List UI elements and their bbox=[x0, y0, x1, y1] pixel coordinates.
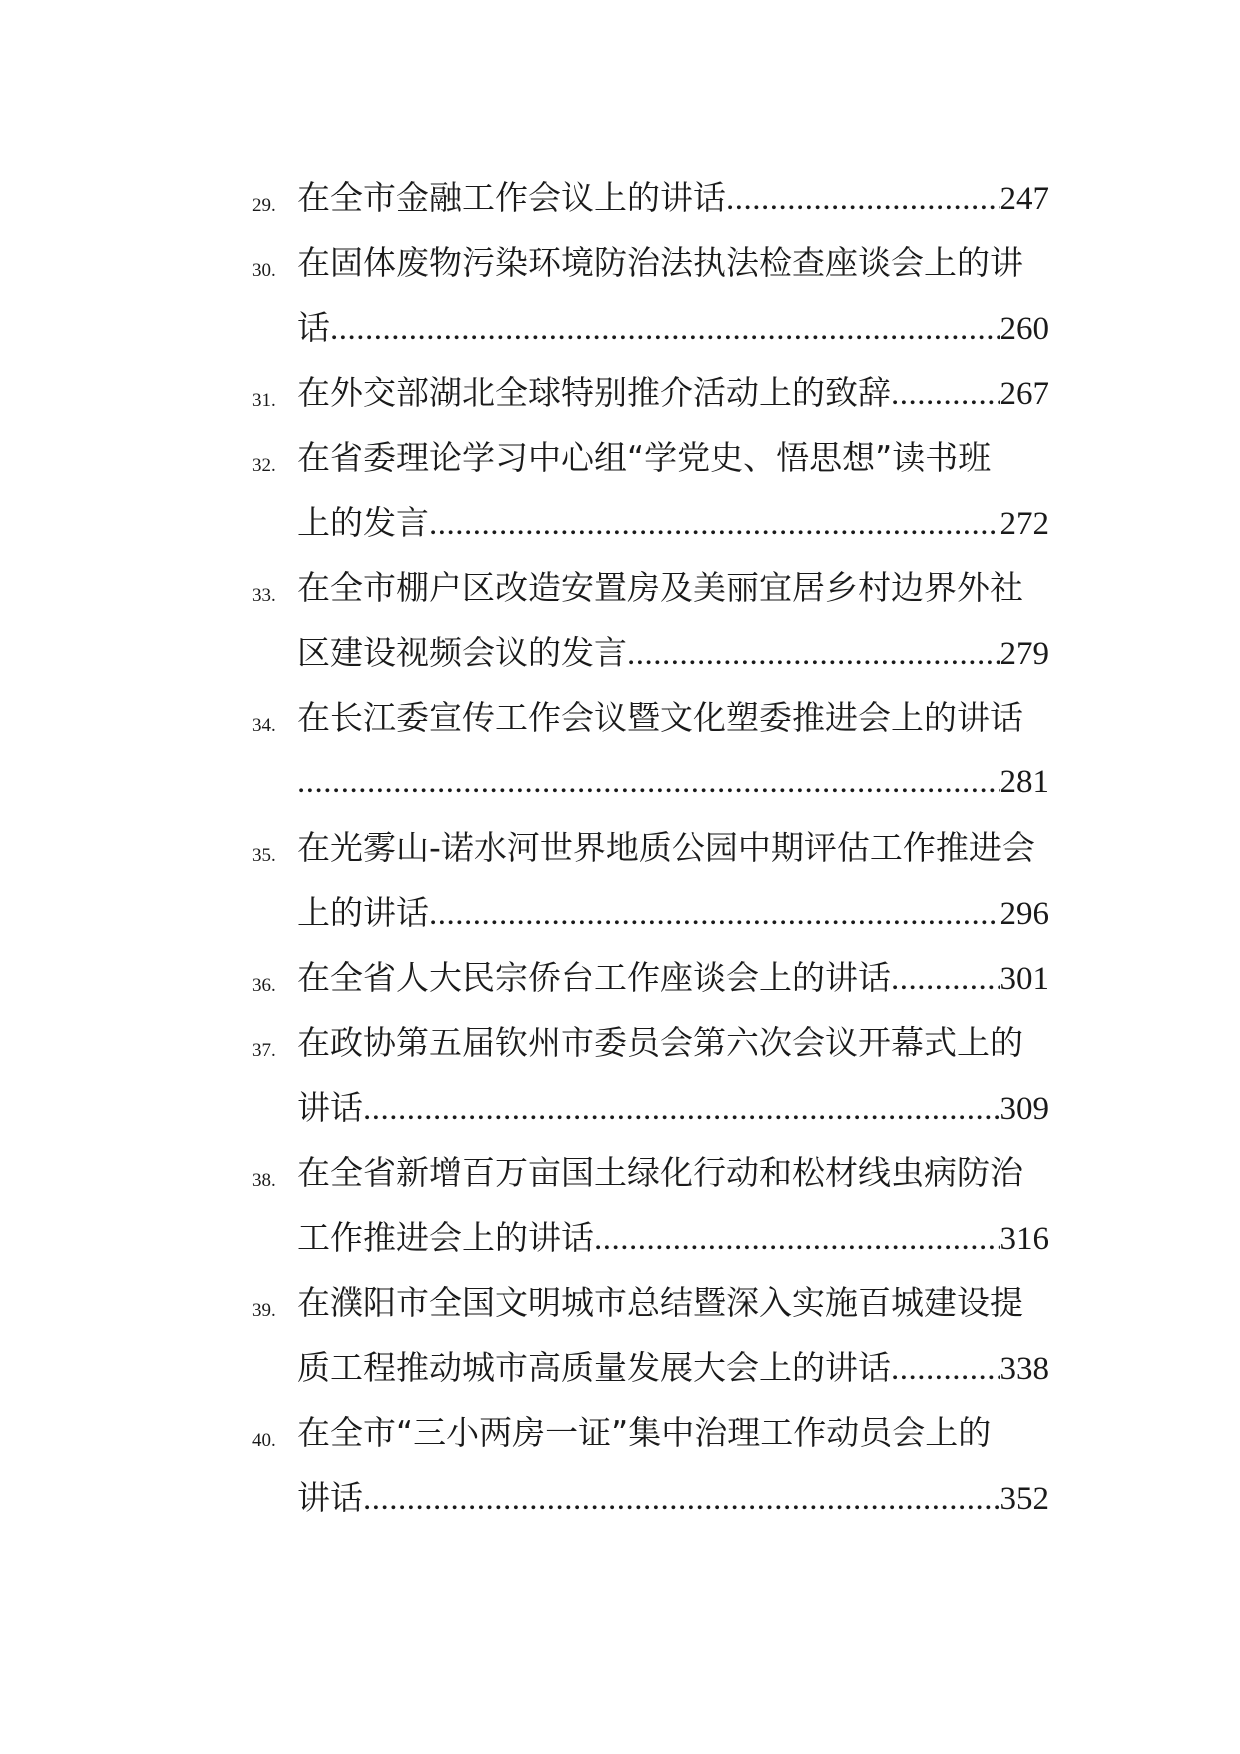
toc-entry-page-number: 338 bbox=[999, 1351, 1049, 1387]
toc-entry-title: 讲话 bbox=[297, 1088, 363, 1127]
toc-entry-number: 32. bbox=[252, 455, 276, 476]
toc-entry-line bbox=[297, 1205, 1049, 1270]
toc-entry-line bbox=[297, 620, 1049, 685]
toc-entry-title: 在外交部湖北全球特别推介活动上的致辞 bbox=[297, 373, 891, 412]
dot-leader bbox=[891, 362, 1000, 425]
toc-entry-line bbox=[297, 1335, 1049, 1400]
dot-leader bbox=[429, 882, 1000, 945]
toc-entry-line bbox=[297, 945, 1049, 1010]
toc-entry-line bbox=[297, 1400, 1049, 1465]
toc-entry-title: 区建设视频会议的发言 bbox=[297, 633, 627, 672]
toc-entry-page-number: 267 bbox=[999, 376, 1049, 412]
toc-entry[interactable] bbox=[0, 360, 1240, 425]
toc-entry[interactable] bbox=[0, 1270, 1240, 1400]
toc-entry[interactable] bbox=[0, 685, 1240, 815]
toc-entry-page-number: 309 bbox=[999, 1091, 1049, 1127]
toc-entry[interactable] bbox=[0, 165, 1240, 230]
toc-entry-line bbox=[297, 880, 1049, 945]
toc-entry-title: 在全省人大民宗侨台工作座谈会上的讲话 bbox=[297, 958, 891, 997]
toc-entry-page-number: 281 bbox=[999, 764, 1049, 800]
toc-entry-line bbox=[297, 815, 1049, 880]
toc-entry-title: 上的讲话 bbox=[297, 893, 429, 932]
toc-entry-page-number: 247 bbox=[999, 181, 1049, 217]
toc-entry-page-number: 296 bbox=[999, 896, 1049, 932]
toc-entry[interactable] bbox=[0, 230, 1240, 360]
toc-entry-number: 40. bbox=[252, 1430, 276, 1451]
toc-entry-number: 38. bbox=[252, 1170, 276, 1191]
toc-entry-line bbox=[297, 295, 1049, 360]
toc-entry-line bbox=[297, 425, 1049, 490]
toc-entry-page-number: 352 bbox=[999, 1481, 1049, 1517]
dot-leader bbox=[363, 1467, 1000, 1530]
toc-entry-title: 在全市“三小两房一证”集中治理工作动员会上的 bbox=[297, 1413, 992, 1452]
dot-leader bbox=[891, 947, 1000, 1010]
dot-leader bbox=[627, 622, 1000, 685]
toc-entry-line bbox=[297, 1270, 1049, 1335]
dot-leader bbox=[891, 1337, 1000, 1400]
toc-entry-title: 在固体废物污染环境防治法执法检查座谈会上的讲 bbox=[297, 243, 1023, 282]
toc-entry-page-number: 316 bbox=[999, 1221, 1049, 1257]
toc-entry-title: 在全市金融工作会议上的讲话 bbox=[297, 178, 726, 217]
toc-entry-number: 34. bbox=[252, 715, 276, 736]
toc-entry-number: 31. bbox=[252, 390, 276, 411]
toc-entry-line bbox=[297, 1465, 1049, 1530]
toc-entry-title: 在全省新增百万亩国土绿化行动和松材线虫病防治 bbox=[297, 1153, 1023, 1192]
dot-leader bbox=[297, 750, 1000, 815]
toc-entry-page-number: 279 bbox=[999, 636, 1049, 672]
toc-entry-page-number: 260 bbox=[999, 311, 1049, 347]
dot-leader bbox=[330, 297, 1000, 360]
toc-entry-line bbox=[297, 490, 1049, 555]
toc-entry[interactable] bbox=[0, 815, 1240, 945]
toc-entry-title: 在政协第五届钦州市委员会第六次会议开幕式上的 bbox=[297, 1023, 1023, 1062]
toc-entry-line bbox=[297, 1010, 1049, 1075]
toc-entry-number: 36. bbox=[252, 975, 276, 996]
toc-entry-number: 37. bbox=[252, 1040, 276, 1061]
toc-entry-title: 在全市棚户区改造安置房及美丽宜居乡村边界外社 bbox=[297, 568, 1023, 607]
toc-entry-line bbox=[297, 230, 1049, 295]
toc-entry-line bbox=[297, 165, 1049, 230]
toc-entry-title: 在长江委宣传工作会议暨文化塑委推进会上的讲话 bbox=[297, 698, 1023, 737]
toc-entry-number: 29. bbox=[252, 195, 276, 216]
toc-entry[interactable] bbox=[0, 1400, 1240, 1530]
toc-entry-page-number: 272 bbox=[999, 506, 1049, 542]
toc-entry-title: 工作推进会上的讲话 bbox=[297, 1218, 594, 1257]
toc-entry[interactable] bbox=[0, 945, 1240, 1010]
dot-leader bbox=[594, 1207, 1000, 1270]
toc-entry-line bbox=[297, 360, 1049, 425]
toc-entry-title: 上的发言 bbox=[297, 503, 429, 542]
toc-entry-title: 在光雾山-诺水河世界地质公园中期评估工作推进会 bbox=[297, 828, 1035, 867]
toc-entry[interactable] bbox=[0, 425, 1240, 555]
toc-entry[interactable] bbox=[0, 1140, 1240, 1270]
toc-entry-number: 35. bbox=[252, 845, 276, 866]
toc-entry-title: 话 bbox=[297, 308, 330, 347]
toc-entry-line bbox=[297, 555, 1049, 620]
dot-leader bbox=[429, 492, 1000, 555]
toc-entry-title: 在濮阳市全国文明城市总结暨深入实施百城建设提 bbox=[297, 1283, 1023, 1322]
toc-entry-line bbox=[297, 1140, 1049, 1205]
toc-entry-page-number: 301 bbox=[999, 961, 1049, 997]
table-of-contents bbox=[0, 165, 1240, 1530]
toc-entry-line bbox=[297, 750, 1049, 815]
toc-entry-line bbox=[297, 1075, 1049, 1140]
toc-entry[interactable] bbox=[0, 555, 1240, 685]
toc-entry-title: 在省委理论学习中心组“学党史、悟思想”读书班 bbox=[297, 438, 992, 477]
toc-entry-number: 39. bbox=[252, 1300, 276, 1321]
toc-entry-title: 质工程推动城市高质量发展大会上的讲话 bbox=[297, 1348, 891, 1387]
dot-leader bbox=[726, 167, 1000, 230]
toc-entry-number: 30. bbox=[252, 260, 276, 281]
toc-entry-line bbox=[297, 685, 1049, 750]
dot-leader bbox=[363, 1077, 1000, 1140]
toc-entry-number: 33. bbox=[252, 585, 276, 606]
toc-entry-title: 讲话 bbox=[297, 1478, 363, 1517]
toc-entry[interactable] bbox=[0, 1010, 1240, 1140]
